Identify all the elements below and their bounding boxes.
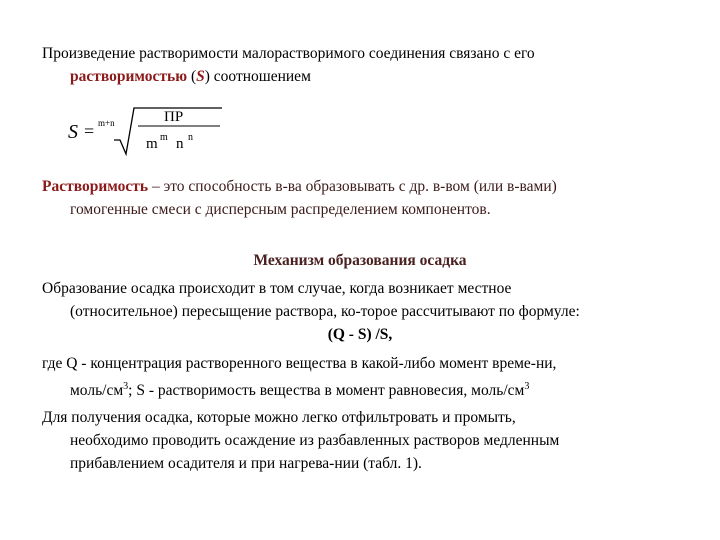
denom-n: n: [176, 136, 184, 152]
formula-lhs: S: [68, 121, 78, 143]
p5-line1: Для получения осадка, которые можно легко отфильтровать и промыть,: [42, 409, 516, 426]
section-heading: Механизм образования осадка: [253, 252, 467, 269]
p2-rest1: – это способность в-ва образовывать с др. в-вом (или в-вами): [148, 178, 557, 195]
term-solubility-def: Растворимость: [42, 178, 149, 195]
denom-m: m: [146, 136, 158, 152]
paragraph-definitions: [42, 352, 710, 402]
paragraph-conditions: [42, 406, 710, 475]
p3-line1: Образование осадка происходит в том случае, когда возникает местное: [42, 280, 512, 297]
p4-line1: где Q - концентрация растворенного вещества в какой-либо момент време-ни,: [42, 355, 557, 372]
p4-line2: [42, 375, 710, 402]
p4-sup1: 3: [123, 381, 129, 392]
paragraph-precipitate: [42, 277, 710, 323]
p1-line1: Произведение растворимости малорастворимого соединения связано с его: [42, 45, 535, 62]
root-index: m+n: [98, 118, 115, 128]
denom-m-exp: m: [160, 132, 168, 143]
p1-open: (: [187, 68, 197, 85]
denom-n-exp: n: [188, 132, 193, 143]
formula-eq: =: [84, 121, 95, 141]
p3-line2: (относительное) пересыщение раствора, ко-торое рассчитывают по формуле:: [70, 303, 580, 320]
p5-line2: необходимо проводить осаждение из разбавленных растворов медленным: [70, 432, 560, 449]
supersaturation-formula: (Q - S) /S,: [327, 326, 393, 343]
term-solubility: растворимостью: [70, 68, 188, 85]
paragraph-solubility-def: [42, 175, 710, 221]
paragraph-solubility-product: [42, 42, 710, 88]
p4-line2b: ; S - растворимость вещества в момент равновесия, моль/см: [128, 382, 525, 400]
symbol-s: S: [196, 68, 205, 85]
p1-close: ) соотношением: [204, 68, 311, 85]
solubility-formula: [64, 102, 224, 158]
p5-line3: прибавлением осадителя и при нагрева-нии (табл. 1).: [70, 455, 422, 472]
p4-line2a: моль/см: [70, 382, 124, 400]
numerator: ПР: [164, 109, 184, 125]
p4-sup2: 3: [524, 381, 530, 392]
p2-line2: гомогенные смеси с дисперсным распределением компонентов.: [70, 201, 491, 218]
p1-line2: [42, 65, 710, 88]
